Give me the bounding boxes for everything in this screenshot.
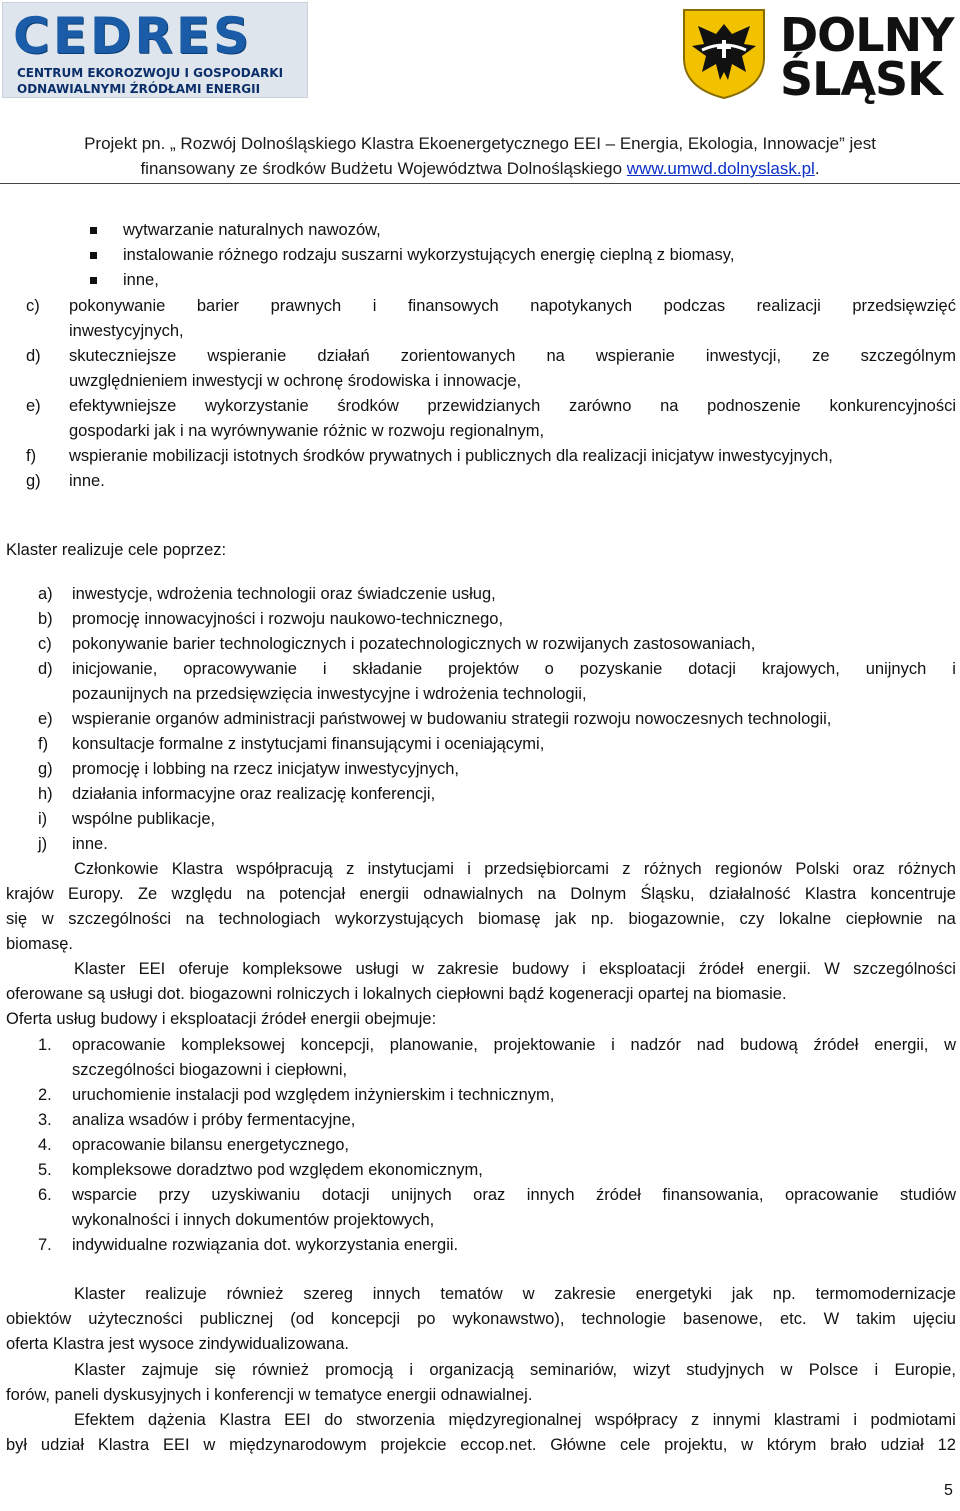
paragraph-line: krajów Europy. Ze względu na potencjał energii odnawialnych na Dolnym Śląsku, działalność Klastra koncentruje — [6, 885, 956, 903]
means-item-line: wspieranie organów administracji państwowej w budowaniu strategii rozwoju nowoczesnych technologii, — [72, 710, 832, 728]
paragraph-line: biomasę. — [6, 935, 73, 953]
goal-marker: d) — [26, 347, 41, 365]
means-marker: i) — [38, 810, 48, 828]
cedres-logo-line2: ODNAWIALNYMI ŹRÓDŁAMI ENERGII — [17, 82, 261, 96]
paragraph-line: oferta Klastra jest wysoce zindywidualizowana. — [6, 1335, 349, 1353]
means-item-line: inicjowanie, opracowywanie i składanie projektów o pozyskanie dotacji krajowych, unijnych i — [72, 660, 956, 678]
service-marker: 7. — [38, 1236, 52, 1254]
project-info-line1: Projekt pn. „ Rozwój Dolnośląskiego Klastra Ekoenergetycznego EEI – Energia, Ekologia, Innowacje” jest — [84, 134, 876, 153]
means-item-line: pozaunijnych na przedsięwzięcia inwestycyjne i wdrożenia technologii, — [72, 685, 587, 703]
service-marker: 2. — [38, 1086, 52, 1104]
means-item-line: inne. — [72, 835, 108, 853]
goal-marker: g) — [26, 472, 41, 490]
bullet-item: inne, — [123, 271, 159, 289]
service-marker: 5. — [38, 1161, 52, 1179]
means-marker: j) — [38, 835, 48, 853]
eagle-coat-of-arms-icon — [680, 6, 768, 100]
header-divider — [0, 183, 960, 184]
means-item-line: pokonywanie barier technologicznych i pozatechnologicznych w rozwijanych zastosowaniach, — [72, 635, 756, 653]
means-marker: g) — [38, 760, 53, 778]
paragraph-line: forów, paneli dyskusyjnych i konferencji w tematyce energii odnawialnej. — [6, 1386, 533, 1404]
goal-marker: c) — [26, 297, 40, 315]
paragraph-line: Klaster zajmuje się również promocją i organizacją seminariów, wizyt studyjnych w Polsce i Europie, — [74, 1361, 956, 1379]
paragraph-line: oferowane są usługi dot. biogazowni rolniczych i lokalnych ciepłowni bądź kogeneracji opartej na biomasie. — [6, 985, 787, 1003]
means-item-line: promocję i lobbing na rzecz inicjatyw inwestycyjnych, — [72, 760, 459, 778]
service-item-line: opracowanie kompleksowej koncepcji, planowanie, projektowanie i nadzór nad budową źródeł energii, w — [72, 1036, 956, 1054]
means-intro: Klaster realizuje cele poprzez: — [6, 541, 227, 559]
paragraph-line: obiektów użyteczności publicznej (od koncepcji po wykonawstwo), technologie basenowe, etc. W takim ujęciu — [6, 1310, 956, 1328]
project-info-text: finansowany ze środków Budżetu Województwa Dolnośląskiego — [140, 159, 627, 178]
service-marker: 6. — [38, 1186, 52, 1204]
service-marker: 3. — [38, 1111, 52, 1129]
cedres-logo-line1: CENTRUM EKOROZWOJU I GOSPODARKI — [17, 66, 284, 80]
means-marker: f) — [38, 735, 49, 753]
means-marker: c) — [38, 635, 52, 653]
goal-item-line: efektywniejsze wykorzystanie środków przewidzianych zarówno na podnoszenie konkurencyjności — [69, 397, 956, 415]
service-marker: 1. — [38, 1036, 52, 1054]
cedres-logo-word: CEDRES — [13, 7, 253, 65]
paragraph-line: się w szczególności na technologiach wykorzystujących biomasę jak np. biogazownie, czy lokalne ciepłownie na — [6, 910, 956, 928]
dolny-slask-logo-word1: DOLNY — [780, 8, 954, 62]
means-marker: b) — [38, 610, 53, 628]
service-item-line: indywidualne rozwiązania dot. wykorzystania energii. — [72, 1236, 459, 1254]
means-item-line: wspólne publikacje, — [72, 810, 216, 828]
service-item-line: uruchomienie instalacji pod względem inżynierskim i technicznym, — [72, 1086, 555, 1104]
goal-item-line: inwestycyjnych, — [69, 322, 184, 340]
square-bullet-icon — [90, 227, 97, 234]
umwd-link[interactable]: www.umwd.dolnyslask.pl — [626, 159, 815, 178]
service-item-line: opracowanie bilansu energetycznego, — [72, 1136, 350, 1154]
means-item-line: działania informacyjne oraz realizację konferencji, — [72, 785, 436, 803]
dolny-slask-logo — [680, 6, 956, 106]
paragraph-line: Efektem dążenia Klastra EEI do stworzenia międzyregionalnej współpracy z innymi klastrami i podmiotami — [74, 1411, 956, 1429]
paragraph-line: Oferta usług budowy i eksploatacji źródeł energii obejmuje: — [6, 1010, 437, 1028]
goal-item-line: uwzględnieniem inwestycji w ochronę środowiska i innowacje, — [69, 372, 522, 390]
paragraph-line: Klaster EEI oferuje kompleksowe usługi w zakresie budowy i eksploatacji źródeł energii. W szczególności — [74, 960, 956, 978]
goal-item-line: wspieranie mobilizacji istotnych środków prywatnych i publicznych dla realizacji inicjatyw inwestycyjnych, — [69, 447, 833, 465]
bullet-item: wytwarzanie naturalnych nawozów, — [123, 221, 381, 239]
means-item-line: promocję innowacyjności i rozwoju naukowo-technicznego, — [72, 610, 504, 628]
project-info-end: . — [814, 159, 820, 178]
project-info-line2 — [0, 159, 960, 179]
service-item-line: kompleksowe doradztwo pod względem ekonomicznym, — [72, 1161, 483, 1179]
goal-item-line: gospodarki jak i na wyrównywanie różnic w rozwoju regionalnym, — [69, 422, 545, 440]
goal-item-line: skuteczniejsze wspieranie działań zorientowanych na wspieranie inwestycji, ze szczególnym — [69, 347, 956, 365]
goal-item-line: pokonywanie barier prawnych i finansowych napotykanych podczas realizacji przedsięwzięć — [69, 297, 956, 315]
service-item-line: wsparcie przy uzyskiwaniu dotacji unijnych oraz innych źródeł finansowania, opracowanie studiów — [72, 1186, 956, 1204]
means-item-line: konsultacje formalne z instytucjami finansującymi i oceniającymi, — [72, 735, 545, 753]
bullet-item: instalowanie różnego rodzaju suszarni wykorzystujących energię cieplną z biomasy, — [123, 246, 735, 264]
page-header — [0, 0, 960, 185]
goal-marker: e) — [26, 397, 41, 415]
means-marker: d) — [38, 660, 53, 678]
means-item-line: inwestycje, wdrożenia technologii oraz świadczenie usług, — [72, 585, 496, 603]
dolny-slask-logo-word2: ŚLĄSK — [780, 52, 942, 106]
service-item-line: szczególności biogazowni i ciepłowni, — [72, 1061, 348, 1079]
service-item-line: analiza wsadów i próby fermentacyjne, — [72, 1111, 356, 1129]
square-bullet-icon — [90, 277, 97, 284]
cedres-logo — [2, 2, 308, 98]
square-bullet-icon — [90, 252, 97, 259]
means-marker: h) — [38, 785, 53, 803]
service-marker: 4. — [38, 1136, 52, 1154]
paragraph-line: Członkowie Klastra współpracują z instytucjami i przedsiębiorcami z różnych regionów Polski oraz różnych — [74, 860, 956, 878]
paragraph-line: był udział Klastra EEI w międzynarodowym projekcie eccop.net. Główne cele projektu, w którym brało udział 12 — [6, 1436, 956, 1454]
page-number: 5 — [944, 1482, 953, 1499]
means-marker: a) — [38, 585, 53, 603]
service-item-line: wykonalności i innych dokumentów projektowych, — [72, 1211, 435, 1229]
paragraph-line: Klaster realizuje również szereg innych tematów w zakresie energetyki jak np. termomodernizacje — [74, 1285, 956, 1303]
goal-item-line: inne. — [69, 472, 105, 490]
means-marker: e) — [38, 710, 53, 728]
goal-marker: f) — [26, 447, 37, 465]
